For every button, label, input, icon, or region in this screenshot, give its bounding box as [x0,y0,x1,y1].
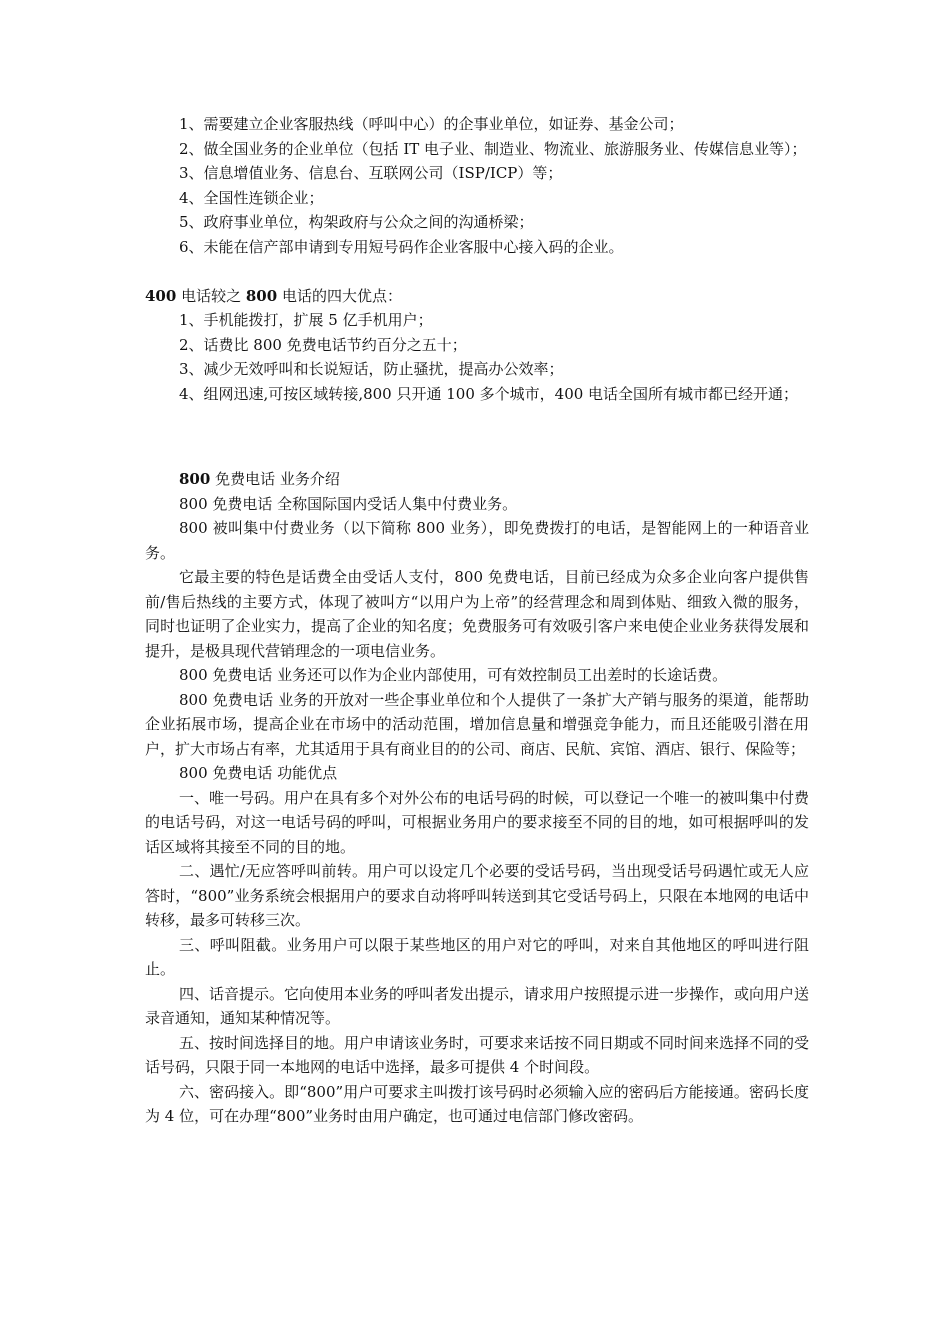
document-body [145,112,809,1129]
list-item: 2、话费比 800 免费电话节约百分之五十； [179,335,467,354]
paragraph: 二、遇忙/无应答呼叫前转。用户可以设定几个必要的受话号码，当出现受话号码遇忙或无人应答时，“800”业务系统会根据用户的要求自动将呼叫转送到其它受话号码上，只限在本地网的电话中转移，最多可转移三次。 [145,862,809,929]
paragraph: 六、密码接入。即“800”用户可要求主叫拨打该号码时必须输入应的密码后方能接通。密码长度为 4 位，可在办理“800”业务时由用户确定，也可通过电信部门修改密码。 [145,1082,809,1125]
paragraph: 三、呼叫阻截。业务用户可以限于某些地区的用户对它的呼叫，对来自其他地区的呼叫进行阻止。 [145,935,809,978]
target-customers-list [145,112,809,259]
list-item: 5、政府事业单位，构架政府与公众之间的沟通桥梁； [179,213,534,231]
list-item: 1、需要建立企业客服热线（呼叫中心）的企事业单位，如证券、基金公司； [179,115,684,133]
section-heading-400 [145,284,809,309]
heading-number: 400 [145,286,177,305]
paragraph: 它最主要的特色是话费全由受话人支付，800 免费电话，目前已经成为众多企业向客户提供售前/售后热线的主要方式，体现了被叫方“以用户为上帝”的经营理念和周到体贴、细致入微的服务，同时也证明了企业实力，提高了企业的知名度；免费服务可有效吸引客户来电使企业业务获得发展和提升，是极具现代营销理念的一项电信业务。 [145,568,809,660]
spacer [145,259,809,284]
section-heading-800 [145,467,809,492]
heading-text: 免费电话 业务介绍 [210,470,340,488]
section-400-advantages [145,284,809,407]
heading-text: 电话的四大优点： [277,286,402,305]
subheading-features: 800 免费电话 功能优点 [179,764,338,782]
list-item: 6、未能在信产部申请到专用短号码作企业客服中心接入码的企业。 [179,237,624,256]
paragraph: 800 免费电话 业务的开放对一些企事业单位和个人提供了一条扩大产销与服务的渠道，能帮助企业拓展市场，提高企业在市场中的活动范围，增加信息量和增强竞争能力，而且还能吸引潜在用户，扩大市场占有率，尤其适用于具有商业目的的公司、商店、民航、宾馆、酒店、银行、保险等； [145,690,809,758]
list-item: 2、做全国业务的企业单位（包括 IT 电子业、制造业、物流业、旅游服务业、传媒信息业等）； [179,139,807,158]
section-800-intro [145,467,809,1129]
paragraph: 800 免费电话 业务还可以作为企业内部使用，可有效控制员工出差时的长途话费。 [179,666,728,684]
paragraph: 一、唯一号码。用户在具有多个对外公布的电话号码的时候，可以登记一个唯一的被叫集中付费的电话号码，对这一电话号码的呼叫，可根据业务用户的要求接至不同的目的地，如可根据呼叫的发话区域将其接至不同的目的地。 [145,788,810,856]
spacer [145,406,809,467]
list-item: 3、信息增值业务、信息台、互联网公司（ISP/ICP）等； [179,164,563,182]
heading-text: 电话较之 [176,286,246,305]
paragraph: 五、按时间选择目的地。用户申请该业务时，可要求来话按不同日期或不同时间来选择不同的受话号码，只限于同一本地网的电话中选择，最多可提供 4 个时间段。 [145,1033,810,1076]
heading-number: 800 [179,470,211,488]
list-item: 4、全国性连锁企业； [179,188,324,207]
paragraph: 800 被叫集中付费业务（以下简称 800 业务），即免费拨打的电话，是智能网上的一种语音业务。 [145,519,809,562]
list-item: 1、手机能拨打，扩展 5 亿手机用户； [179,311,433,329]
paragraph: 800 免费电话 全称国际国内受话人集中付费业务。 [179,494,518,513]
heading-number: 800 [245,286,278,305]
list-item: 4、组网迅速,可按区域转接,800 只开通 100 多个城市，400 电话全国所有城市都已经开通； [179,384,799,403]
paragraph: 四、话音提示。它向使用本业务的呼叫者发出提示，请求用户按照提示进一步操作，或向用户送录音通知，通知某种情况等。 [145,984,810,1027]
list-item: 3、减少无效呼叫和长说短话，防止骚扰，提高办公效率； [179,360,564,378]
